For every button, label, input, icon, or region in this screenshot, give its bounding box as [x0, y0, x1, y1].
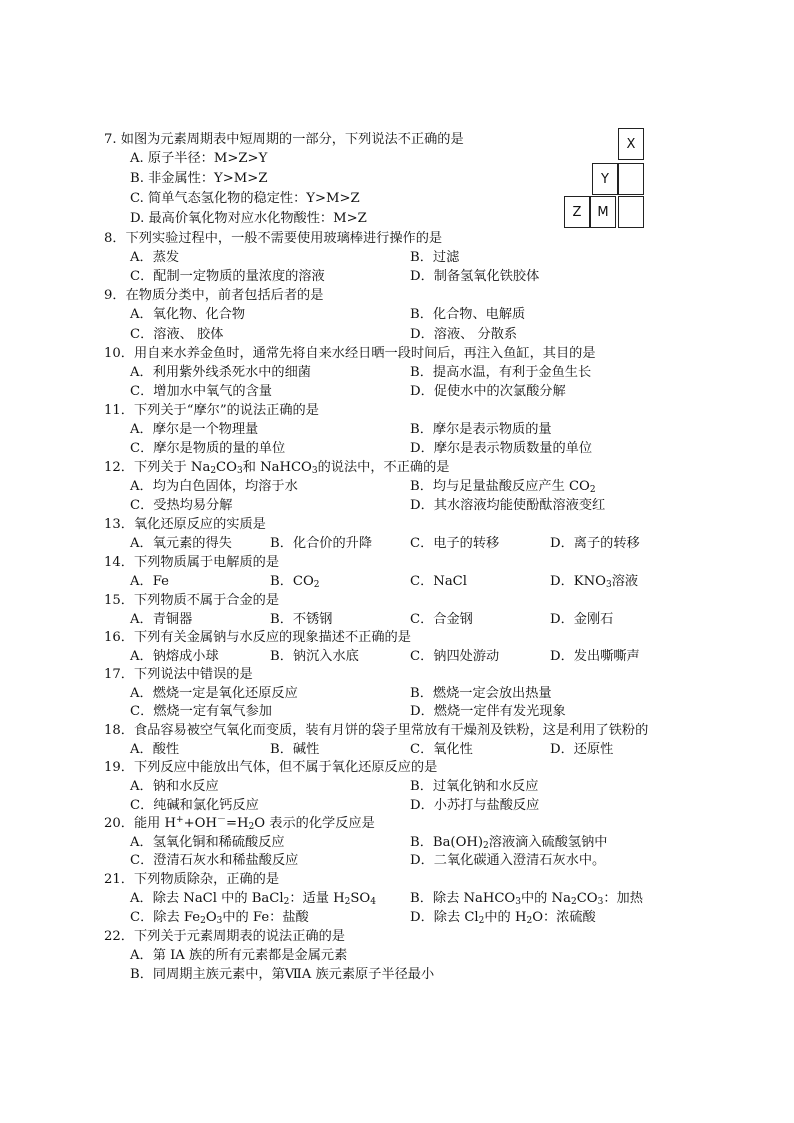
subscript: 3: [515, 897, 521, 907]
subscript: 2: [200, 916, 206, 926]
question-17-option-c: C．燃烧一定有氧气参加: [130, 704, 272, 719]
question-16-stem: 16．下列有关金属钠与水反应的现象描述不正确的是: [104, 630, 411, 645]
question-9-option-b: B．化合物、电解质: [410, 307, 526, 322]
subscript: 3: [605, 580, 612, 590]
question-19-option-c: C．纯碱和氯化钙反应: [130, 798, 259, 813]
question-14-option-a: A．Fe: [130, 574, 169, 589]
question-8-option-a: A．蒸发: [130, 250, 180, 265]
option-part: O：浓硫酸: [532, 910, 596, 925]
table-cell-m: M: [590, 196, 616, 228]
table-cell-x: X: [618, 128, 644, 160]
subscript: 2: [483, 841, 489, 851]
question-17-stem: 17．下列说法中错误的是: [104, 667, 253, 682]
question-13-option-c: C．电子的转移: [410, 536, 500, 551]
question-16-option-a: A．钠熔成小球: [130, 649, 219, 664]
question-21-option-c: [130, 909, 309, 927]
question-11-option-d: D．摩尔是表示物质数量的单位: [410, 441, 593, 456]
option-part: B．CO: [270, 574, 314, 589]
subscript: 3: [311, 466, 318, 476]
stem-part: 20．能用 H: [104, 816, 177, 831]
question-13-option-d: D．离子的转移: [550, 536, 640, 551]
subscript: 2: [589, 485, 596, 495]
question-14-option-d: [550, 573, 638, 591]
option-part: B．除去 NaHCO: [410, 891, 516, 906]
option-part: C．除去 Fe: [130, 910, 201, 925]
question-10-option-b: B．提高水温，有利于金鱼生长: [410, 365, 592, 380]
question-12-option-c: C．受热均易分解: [130, 498, 233, 513]
question-16-option-d: D．发出嘶嘶声: [550, 649, 640, 664]
question-18-option-c: C．氧化性: [410, 742, 473, 757]
option-part: D．除去 Cl: [410, 910, 479, 925]
question-15-stem: 15．下列物质不属于合金的是: [104, 593, 280, 608]
question-8-option-d: D．制备氢氧化铁胶体: [410, 269, 540, 284]
subscript: 2: [478, 916, 485, 926]
subscript: 2: [283, 897, 290, 907]
question-7-option-a: A. 原子半径：M>Z>Y: [130, 151, 268, 166]
question-20-option-a: A．氢氧化铜和稀硫酸反应: [130, 835, 285, 850]
question-11-stem: 11．下列关于“摩尔”的说法正确的是: [104, 403, 319, 418]
option-part: O: [205, 910, 217, 925]
question-19-stem: 19．下列反应中能放出气体，但不属于氧化还原反应的是: [104, 760, 438, 775]
question-15-option-a: A．青铜器: [130, 612, 193, 627]
question-17-option-d: D．燃烧一定伴有发光现象: [410, 704, 566, 719]
option-part: SO: [350, 891, 371, 906]
question-22-stem: 22．下列关于元素周期表的说法正确的是: [104, 929, 345, 944]
subscript: 2: [248, 822, 255, 832]
question-7-option-c: C. 简单气态氢化物的稳定性：Y>M>Z: [130, 191, 360, 206]
option-part: ：加热: [603, 891, 643, 906]
question-13-option-a: A．氧元素的得失: [130, 536, 232, 551]
question-8-option-b: B．过滤: [410, 250, 460, 265]
question-18-option-a: A．酸性: [130, 742, 180, 757]
question-13-stem: 13．氧化还原反应的实质是: [104, 517, 266, 532]
subscript: 2: [210, 466, 217, 476]
question-21-stem: 21．下列物质除杂，正确的是: [104, 872, 280, 887]
subscript: 2: [344, 897, 351, 907]
question-14-option-c: C．NaCl: [410, 574, 467, 589]
question-15-option-c: C．合金钢: [410, 612, 473, 627]
question-16-option-b: B．钠沉入水底: [270, 649, 359, 664]
question-20-option-c: C．澄清石灰水和稀盐酸反应: [130, 853, 299, 868]
stem-part: O 表示的化学反应是: [254, 816, 375, 831]
question-12-option-a: A．均为白色固体，均溶于水: [130, 479, 298, 494]
stem-part: 和 NaHCO: [242, 460, 312, 475]
question-14-stem: 14．下列物质属于电解质的是: [104, 555, 280, 570]
question-18-stem: 18．食品容易被空气氧化而变质，装有月饼的袋子里常放有干燥剂及铁粉，这是利用了铁粉的: [104, 723, 649, 738]
subscript: 2: [313, 580, 320, 590]
question-8-option-c: C．配制一定物质的量浓度的溶液: [130, 269, 325, 284]
table-cell-empty-1: [618, 163, 644, 195]
superscript: +: [176, 815, 184, 825]
question-18-option-b: B．碱性: [270, 742, 320, 757]
stem-part: 的说法中，不正确的是: [317, 460, 450, 475]
question-16-option-c: C．钠四处游动: [410, 649, 500, 664]
question-9-option-c: C．溶液、 胶体: [130, 327, 224, 342]
question-11-option-c: C．摩尔是物质的量的单位: [130, 441, 286, 456]
question-12-option-b: [410, 478, 596, 496]
question-20-option-d: D．二氧化碳通入澄清石灰水中。: [410, 853, 606, 868]
question-10-stem: 10．用自来水养金鱼时，通常先将自来水经日晒一段时间后，再注入鱼缸，其目的是: [104, 346, 596, 361]
stem-part: =H: [225, 816, 249, 831]
question-15-option-d: D．金刚石: [550, 612, 614, 627]
option-part: B．均与足量盐酸反应产生 CO: [410, 479, 590, 494]
subscript: 2: [570, 897, 577, 907]
option-part: 中的 H: [484, 910, 527, 925]
option-part: 溶液: [611, 574, 639, 589]
table-cell-z: Z: [564, 196, 590, 228]
question-22-option-b: B．同周期主族元素中，第ⅦA 族元素原子半径最小: [130, 967, 435, 982]
question-14-option-b: [270, 573, 320, 591]
question-19-option-a: A．钠和水反应: [130, 779, 219, 794]
periodic-table-fragment: [564, 128, 646, 230]
question-9-option-a: A．氧化物、化合物: [130, 307, 246, 322]
question-19-option-d: D．小苏打与盐酸反应: [410, 798, 540, 813]
question-20-option-b: [410, 834, 607, 852]
question-21-option-b: [410, 890, 643, 908]
option-part: D．KNO: [550, 574, 606, 589]
subscript: 4: [370, 897, 376, 907]
table-cell-y: Y: [592, 163, 618, 195]
subscript: 3: [597, 897, 604, 907]
question-11-option-b: B．摩尔是表示物质的量: [410, 422, 552, 437]
question-17-option-b: B．燃烧一定会放出热量: [410, 686, 552, 701]
question-8-stem: 8．下列实验过程中，一般不需要使用玻璃棒进行操作的是: [104, 231, 443, 246]
question-9-option-d: D．溶液、 分散系: [410, 327, 518, 342]
option-part: 中的 Fe：盐酸: [222, 910, 309, 925]
option-part: CO: [576, 891, 598, 906]
question-22-option-a: A．第 IA 族的所有元素都是金属元素: [130, 948, 348, 963]
question-7-option-b: B. 非金属性：Y>M>Z: [130, 171, 268, 186]
question-21-option-d: [410, 909, 596, 927]
question-17-option-a: A．燃烧一定是氧化还原反应: [130, 686, 298, 701]
option-part: 中的 Na: [520, 891, 571, 906]
stem-part: +OH: [183, 816, 217, 831]
question-12-stem: [104, 459, 449, 477]
question-12-option-d: D．其水溶液均能使酚酞溶液变红: [410, 498, 606, 513]
question-21-option-a: [130, 890, 376, 908]
question-10-option-c: C．增加水中氧气的含量: [130, 384, 272, 399]
question-15-option-b: B．不锈钢: [270, 612, 333, 627]
question-9-stem: 9．在物质分类中，前者包括后者的是: [104, 288, 324, 303]
subscript: 3: [236, 466, 243, 476]
question-7-option-d: D. 最高价氧化物对应水化物酸性：M>Z: [130, 211, 367, 226]
stem-part: CO: [216, 460, 237, 475]
table-cell-empty-2: [618, 196, 644, 228]
subscript: 3: [216, 916, 223, 926]
option-part: 溶液滴入硫酸氢钠中: [488, 835, 608, 850]
question-10-option-a: A．利用紫外线杀死水中的细菌: [130, 365, 311, 380]
question-19-option-b: B．过氧化钠和水反应: [410, 779, 539, 794]
subscript: 2: [526, 916, 533, 926]
option-part: A．除去 NaCl 中的 BaCl: [130, 891, 284, 906]
question-10-option-d: D．促使水中的次氯酸分解: [410, 384, 566, 399]
option-part: ：适量 H: [289, 891, 345, 906]
question-13-option-b: B．化合价的升降: [270, 536, 373, 551]
question-18-option-d: D．还原性: [550, 742, 614, 757]
stem-part: 12．下列关于 Na: [104, 460, 211, 475]
question-11-option-a: A．摩尔是一个物理量: [130, 422, 259, 437]
superscript: －: [216, 815, 226, 825]
option-part: B．Ba(OH): [410, 835, 484, 850]
question-7-stem: 7. 如图为元素周期表中短周期的一部分，下列说法不正确的是: [104, 132, 464, 147]
question-20-stem: [104, 815, 375, 833]
